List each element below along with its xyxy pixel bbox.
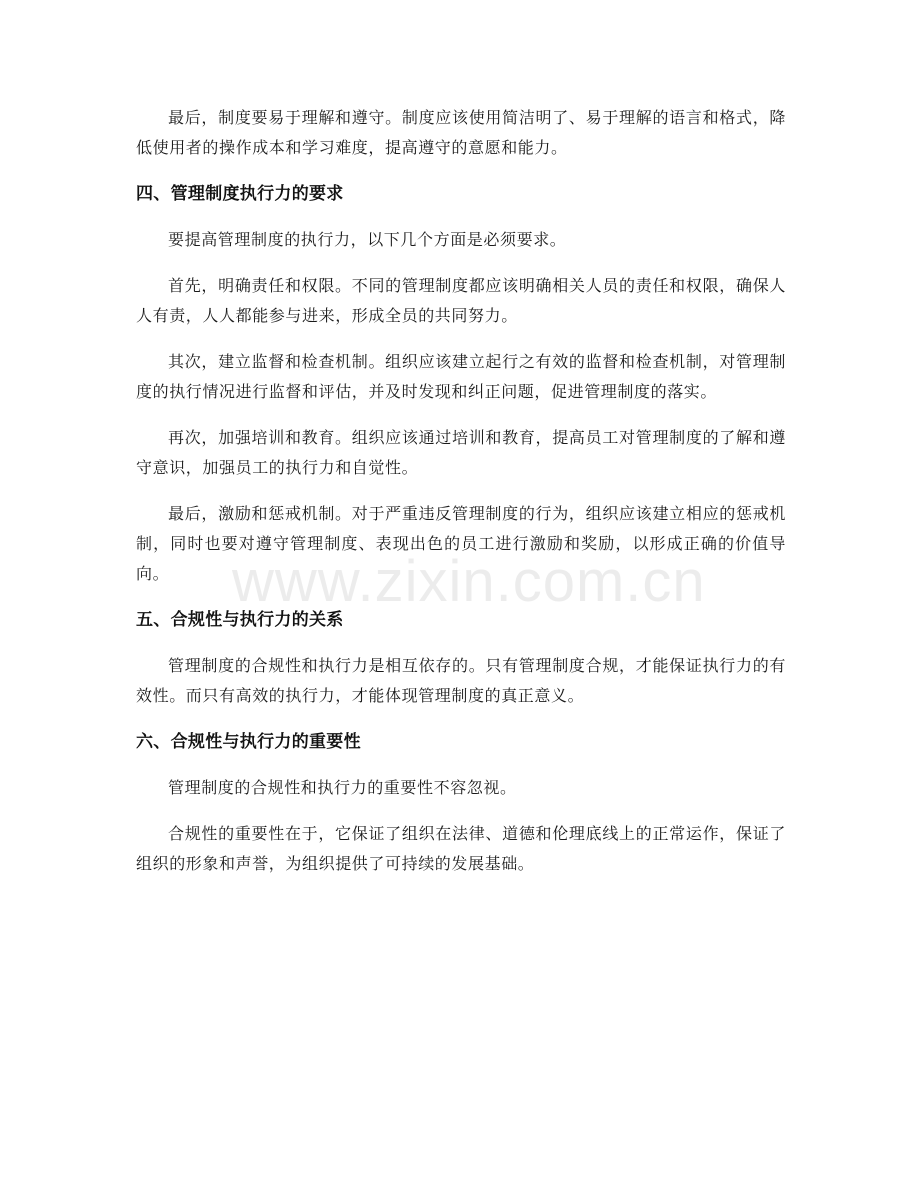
section-heading-5: 五、合规性与执行力的关系 [136,610,344,630]
paragraph: 再次，加强培训和教育。组织应该通过培训和教育，提高员工对管理制度的了解和遵守意识，加强员工的执行力和自觉性。 [136,428,786,477]
paragraph: 最后，制度要易于理解和遵守。制度应该使用简洁明了、易于理解的语言和格式，降低使用者的操作成本和学习难度，提高遵守的意愿和能力。 [136,108,786,157]
watermark: www.zixin.com.cn [232,549,706,614]
paragraph: 要提高管理制度的执行力，以下几个方面是必须要求。 [168,230,567,249]
paragraph: 首先，明确责任和权限。不同的管理制度都应该明确相关人员的责任和权限，确保人人有责，人人都能参与进来，形成全员的共同努力。 [136,276,786,325]
paragraph: 管理制度的合规性和执行力的重要性不容忽视。 [168,778,517,797]
section-heading-4: 四、管理制度执行力的要求 [136,184,344,204]
paragraph: 管理制度的合规性和执行力是相互依存的。只有管理制度合规，才能保证执行力的有效性。而只有高效的执行力，才能体现管理制度的真正意义。 [136,656,786,705]
paragraph: 合规性的重要性在于，它保证了组织在法律、道德和伦理底线上的正常运作，保证了组织的形象和声誉，为组织提供了可持续的发展基础。 [136,824,786,873]
section-heading-6: 六、合规性与执行力的重要性 [136,732,361,752]
document-body [136,103,786,879]
paragraph: 最后，激励和惩戒机制。对于严重违反管理制度的行为，组织应该建立相应的惩戒机制，同时也要对遵守管理制度、表现出色的员工进行激励和奖励，以形成正确的价值导向。 [136,504,786,583]
paragraph: 其次，建立监督和检查机制。组织应该建立起行之有效的监督和检查机制，对管理制度的执行情况进行监督和评估，并及时发现和纠正问题，促进管理制度的落实。 [136,352,786,401]
